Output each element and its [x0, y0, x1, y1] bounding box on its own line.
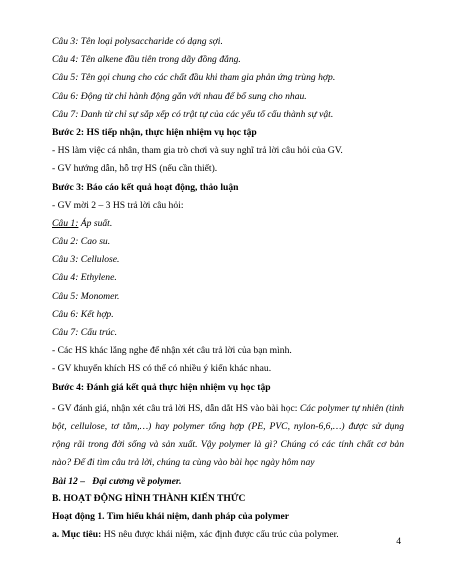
answer-label: Câu 1:: [52, 217, 79, 229]
answer-text: Cellulose.: [80, 254, 120, 266]
goal-label: a. Mục tiêu:: [52, 529, 102, 541]
answer-label: Câu 6:: [52, 308, 79, 320]
step3-line: - GV khuyến khích HS có thể có nhiều ý kiến khác nhau.: [52, 363, 272, 375]
answer-label: Câu 3:: [52, 254, 79, 266]
answer-text: Kết hợp.: [80, 308, 114, 320]
answer-label: Câu 4:: [52, 272, 79, 284]
answer-item: [52, 272, 404, 285]
answer-label: Câu 7:: [52, 327, 79, 338]
answer-item: [52, 309, 404, 322]
answer-item: [52, 254, 404, 267]
question-3: Câu 3: Tên loại polysaccharide có dạng sợi.: [52, 36, 223, 47]
answer-item: [52, 327, 404, 340]
question-4: Câu 4: Tên alkene đầu tiên trong dãy đồng đẳng.: [52, 54, 241, 66]
section-b-heading: B. HOẠT ĐỘNG HÌNH THÀNH KIẾN THỨC: [52, 492, 246, 504]
lesson-label: Bài 12 –: [52, 475, 86, 487]
step3-intro: - GV mời 2 – 3 HS trả lời câu hỏi:: [52, 199, 184, 211]
answer-text: Áp suất.: [80, 217, 113, 229]
question-7: Câu 7: Danh từ chỉ sự sắp xếp có trật tự của các yếu tố cấu thành sự vật.: [52, 108, 334, 120]
step2-line: - GV hướng dẫn, hỗ trợ HS (nếu cần thiết).: [52, 163, 218, 175]
answer-text: Cao su.: [80, 236, 111, 248]
step4-intro-text: - GV đánh giá, nhận xét câu trả lời HS, dẫn dắt HS vào bài học:: [52, 402, 300, 414]
step2-line: - HS làm việc cá nhân, tham gia trò chơi và suy nghĩ trả lời câu hỏi của GV.: [52, 145, 343, 157]
step4-paragraph: [52, 400, 404, 491]
answer-text: Ethylene.: [80, 272, 117, 284]
lesson-title: Đại cương về polymer.: [92, 475, 182, 487]
answer-text: Monomer.: [80, 290, 120, 302]
step2-heading: Bước 2: HS tiếp nhận, thực hiện nhiệm vụ học tập: [52, 126, 257, 138]
page-content: [52, 36, 404, 547]
step4-italic-text: Các polymer tự nhiên (tinh bột, cellulose, tơ tằm,…) hay polymer tổng hợp (PE, PVC, nylon-6,6,…) được sử dụng rộng rãi trong đời sống và sản xuất. Vậy polymer là gì? Chúng có các tính chất cơ bản nào? Để đi tìm câu trả lời, chúng ta cùng vào bài học ngày hôm nay: [52, 402, 404, 469]
page-number: 4: [396, 536, 401, 547]
answer-text: Cấu trúc.: [80, 327, 118, 338]
answer-item: [52, 236, 404, 249]
activity-heading: Hoạt động 1. Tìm hiểu khái niệm, danh pháp của polymer: [52, 510, 290, 522]
step4-heading: Bước 4: Đánh giá kết quả thực hiện nhiệm vụ học tập: [52, 381, 271, 393]
step3-heading: Bước 3: Báo cáo kết quả hoạt động, thảo luận: [52, 181, 239, 193]
goal-line: [52, 529, 404, 542]
question-5: Câu 5: Tên gọi chung cho các chất đầu khi tham gia phản ứng trùng hợp.: [52, 72, 336, 84]
question-6: Câu 6: Động từ chỉ hành động gắn với nhau để bổ sung cho nhau.: [52, 90, 307, 102]
answer-item: [52, 291, 404, 304]
answer-item: [52, 218, 404, 231]
answer-label: Câu 5:: [52, 290, 79, 302]
answer-label: Câu 2:: [52, 236, 79, 248]
goal-text: HS nêu được khái niệm, xác định được cấu trúc của polymer.: [101, 529, 339, 541]
step3-line: - Các HS khác lắng nghe để nhận xét câu trả lời của bạn mình.: [52, 345, 292, 357]
